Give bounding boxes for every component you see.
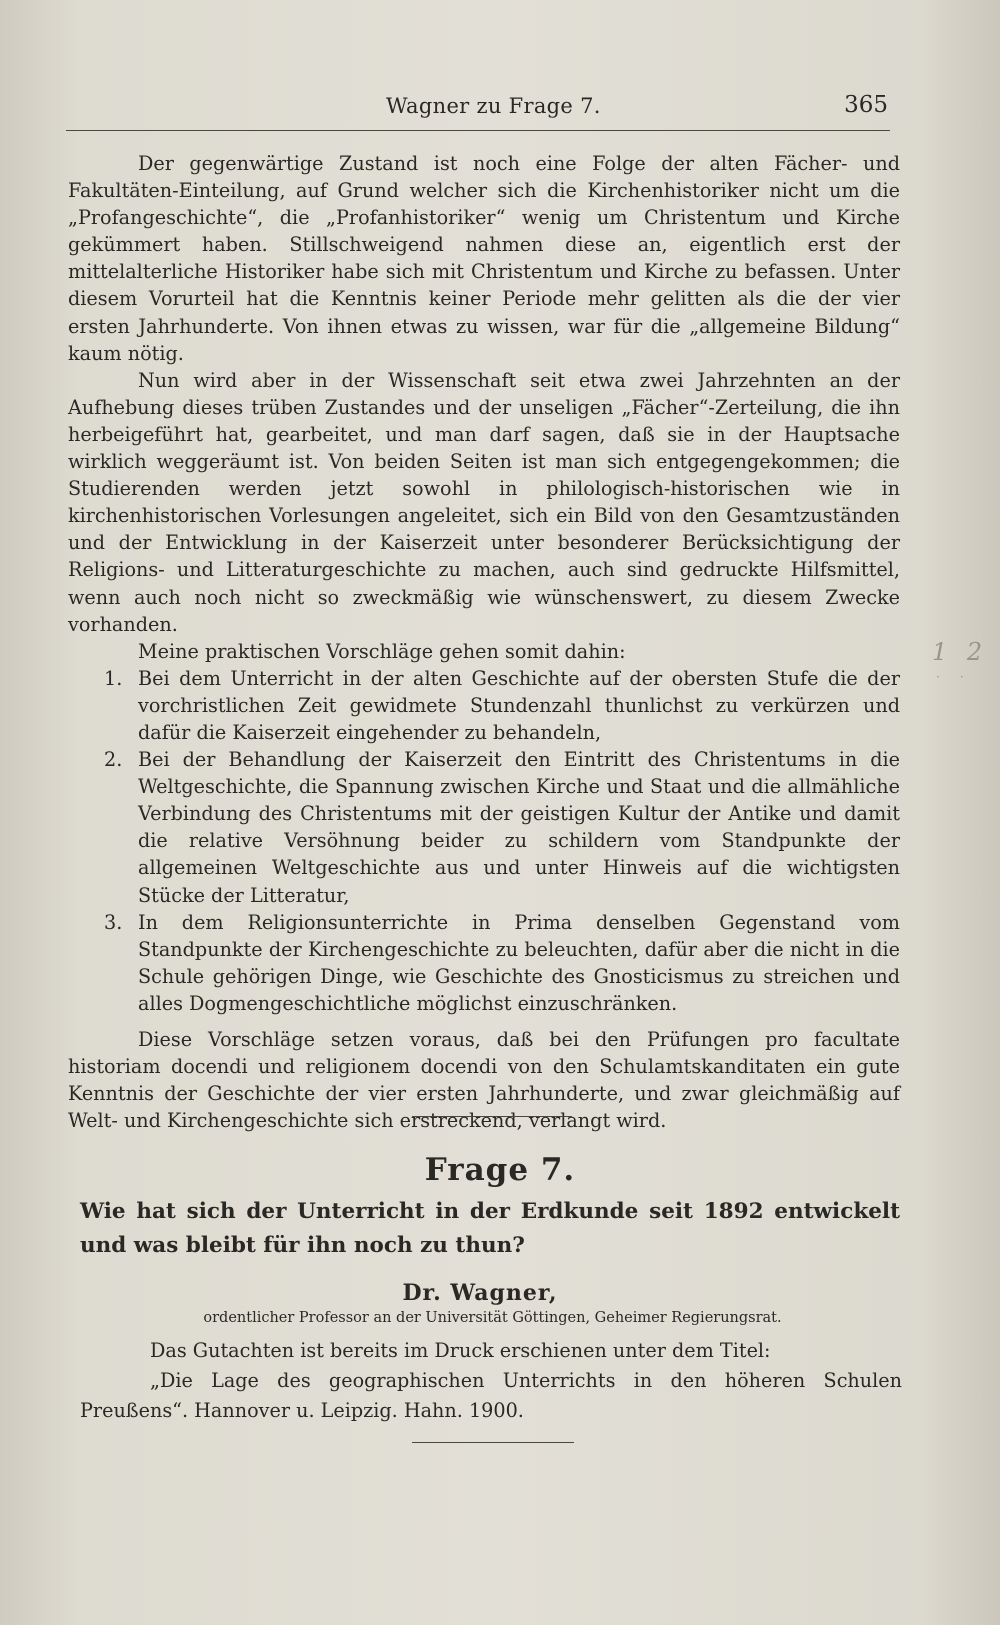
gutachten-citation: „Die Lage des geographischen Unterrichts in den höheren Schulen Preußens“. Hannover u. Leipzig. Hahn. 1900. — [80, 1369, 902, 1422]
proposals-list — [68, 665, 900, 1017]
margin-marks: ·· — [936, 670, 984, 684]
proposal-item — [68, 909, 900, 1017]
proposal-item — [68, 746, 900, 909]
proposal-number: 2. — [104, 748, 123, 772]
proposal-item — [68, 665, 900, 746]
bottom-divider — [412, 1442, 574, 1443]
page-number: 365 — [844, 92, 888, 118]
paragraph: Der gegenwärtige Zustand ist noch eine Folge der alten Fächer- und Fakultäten-Einteilung, auf Grund welcher sich die Kirchenhistoriker nicht um die „Profangeschichte“, die „Profanhistoriker“ wenig um Christentum und Kirche gekümmert haben. Stillschweigend nahmen diese an, eigentlich erst der mittelalterliche Historiker habe sich mit Christentum und Kirche zu befassen. Unter diesem Vorurteil hat die Kenntnis keiner Periode mehr gelitten als die der vier ersten Jahrhunderte. Von ihnen etwas zu wissen, war für die „allgemeine Bildung“ kaum nötig. — [68, 152, 900, 365]
gutachten-intro: Das Gutachten ist bereits im Druck erschienen unter dem Titel: — [150, 1339, 771, 1362]
main-text — [68, 150, 900, 1134]
question-title: Frage 7. — [424, 1152, 576, 1188]
paragraph: Meine praktischen Vorschläge gehen somit dahin: — [138, 639, 626, 663]
gutachten-note — [80, 1336, 902, 1426]
proposal-number: 3. — [104, 910, 123, 934]
proposal-text: Bei dem Unterricht in der alten Geschichte auf der obersten Stufe die der vorchristlichen Zeit gewidmete Stundenzahl thunlichst zu verkürzen und dafür die Kaiserzeit eingehender zu behandeln, — [138, 666, 900, 744]
closing-paragraph: Diese Vorschläge setzen voraus, daß bei den Prüfungen pro facultate historiam docendi und religionem docendi von den Schulamtskanditaten ein gute Kenntnis der Geschichte der vier ersten Jahrhunderte, und zwar gleichmäßig auf Welt- und Kirchengeschichte sich erstreckend, verlangt wird. — [68, 1028, 900, 1133]
page-header — [66, 92, 890, 131]
proposal-text: Bei der Behandlung der Kaiserzeit den Eintritt des Christentums in die Weltgeschichte, die Spannung zwischen Kirche und Staat und die allmähliche Verbindung des Christentums mit der geistigen Kultur der Antike und damit die relative Versöhnung beider zu schildern vom Standpunkte der allgemeinen Weltgeschichte aus und unter Hinweis auf die wichtigsten Stücke der Litteratur, — [138, 748, 900, 907]
running-head: Wagner zu Frage 7. — [386, 94, 601, 118]
author-name: Dr. Wagner, — [402, 1280, 558, 1306]
section-divider — [412, 1116, 572, 1117]
question-text: Wie hat sich der Unterricht in der Erdkunde seit 1892 entwickelt und was bleibt für ihn noch zu thun? — [80, 1199, 900, 1258]
margin-pencil-note: 1 2 — [932, 638, 989, 666]
proposal-number: 1. — [104, 666, 123, 690]
proposal-text: In dem Religionsunterrichte in Prima denselben Gegenstand vom Standpunkte der Kirchengeschichte zu beleuchten, dafür aber die nicht in die Schule gehörigen Dinge, wie Geschichte des Gnosticismus zu streichen und alles Dogmengeschichtliche möglichst einzuschränken. — [138, 910, 900, 1015]
paragraph: Nun wird aber in der Wissenschaft seit etwa zwei Jahrzehnten an der Aufhebung dieses trüben Zustandes und der unseligen „Fächer“-Zerteilung, die ihn herbeigeführt hat, gearbeitet, und man darf sagen, daß sie in der Hauptsache wirklich weggeräumt ist. Von beiden Seiten ist man sich entgegengekommen; die Studierenden werden jetzt sowohl in philologisch-historischen wie in kirchenhistorischen Vorlesungen angeleitet, sich ein Bild von den Gesamtzuständen und der Entwicklung in der Kaiserzeit unter besonderer Berücksichtigung der Religions- und Litteraturgeschichte zu machen, auch sind gedruckte Hilfsmittel, wenn auch noch nicht so zweckmäßig wie wünschenswert, zu diesem Zwecke vorhanden. — [68, 368, 900, 636]
author-affiliation: ordentlicher Professor an der Universität Göttingen, Geheimer Regierungsrat. — [203, 1310, 782, 1326]
